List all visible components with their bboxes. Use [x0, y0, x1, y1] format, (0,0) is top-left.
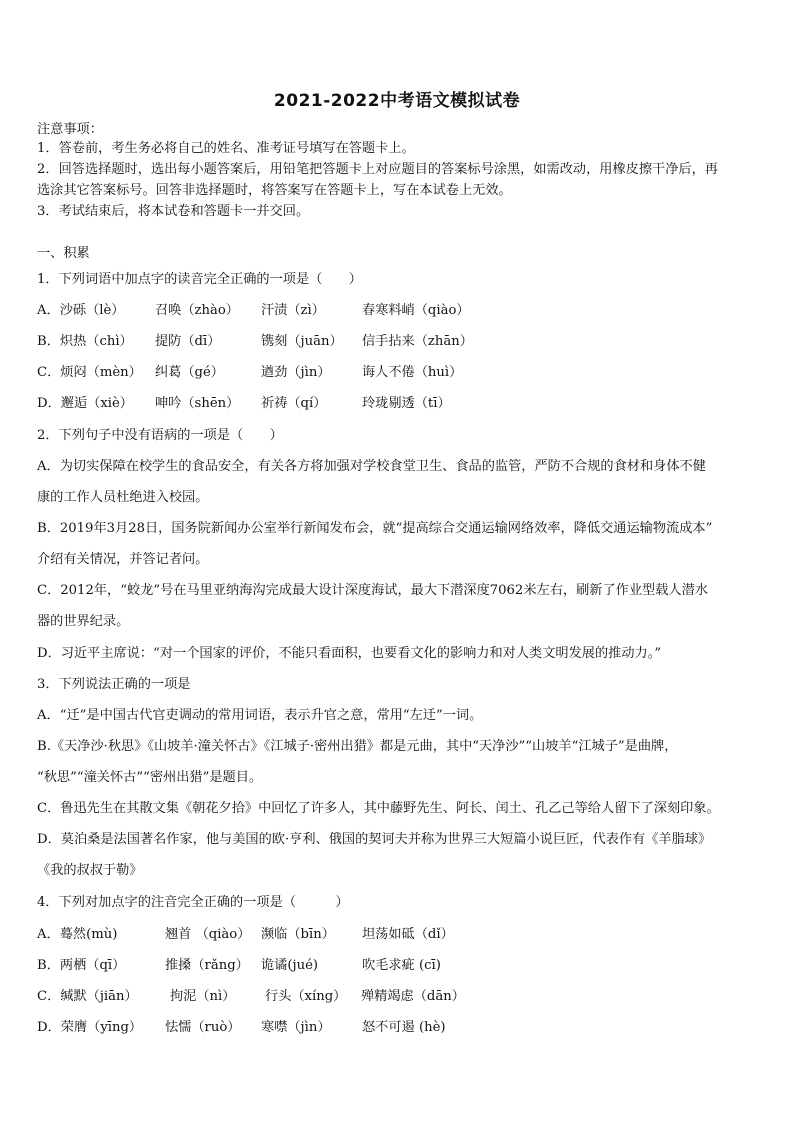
option-text: 祈祷（qí） — [261, 396, 327, 411]
option-text: 遒劲（jìn） — [261, 365, 331, 380]
option-text: 吹毛求疵 (cī) — [362, 958, 441, 973]
option-text: B．两栖（qī） — [37, 958, 126, 973]
q2-line: B．2019年3月28日，国务院新闻办公室举行新闻发布会，就“提高综合交通运输网络效率，降低交通运输物流成本” — [37, 521, 713, 536]
option-text: D．荣膺（yīng） — [37, 1020, 143, 1035]
section-heading: 一、积累 — [37, 246, 90, 261]
option-text: C．烦闷（mèn） — [37, 365, 142, 380]
notice-line: 2．回答选择题时，选出每小题答案后，用铅笔把答题卡上对应题目的答案标号涂黑，如需改动，用橡皮擦干净后，再 — [37, 162, 718, 177]
q3-line: A．“迁”是中国古代官吏调动的常用词语，表示升官之意，常用“左迁”一词。 — [37, 708, 483, 723]
option-text: C．缄默（jiān） — [37, 989, 138, 1004]
q2-line: D．习近平主席说：“对一个国家的评价，不能只看面积，也要看文化的影响力和对人类文明发展的推动力。” — [37, 646, 662, 661]
option-text: 拘泥（nì） — [170, 989, 236, 1004]
q2-line: C．2012年，“蛟龙”号在马里亚纳海沟完成最大设计深度海试，最大下潜深度7062米左右，刷新了作业型载人潜水 — [37, 583, 708, 598]
option-text: 镌刻（juān） — [261, 334, 343, 349]
option-text: 殚精竭虑（dān） — [361, 989, 465, 1004]
option-text: B．炽热（chì） — [37, 334, 133, 349]
option-text: A．蓦然(mù) — [37, 927, 118, 942]
q2-line: A．为切实保障在校学生的食品安全，有关各方将加强对学校食堂卫生、食品的监管，严防不合规的食材和身体不健 — [37, 459, 706, 474]
option-text: 坦荡如砥（dǐ） — [362, 927, 454, 942]
option-text: D．邂逅（xiè） — [37, 396, 133, 411]
q3-line: B.《天净沙·秋思》《山坡羊·潼关怀古》《江城子·密州出猎》都是元曲，其中“天净沙”“山坡羊“江城子”是曲牌， — [37, 739, 678, 754]
q3-line: D．莫泊桑是法国著名作家，他与美国的欧·亨利、俄国的契诃夫并称为世界三大短篇小说巨匠，代表作有《羊脂球》 — [37, 832, 712, 847]
option-text: 行头（xíng） — [265, 989, 347, 1004]
option-text: 怯懦（ruò） — [165, 1020, 241, 1035]
question-stem-2: 2．下列句子中没有语病的一项是（ ） — [37, 428, 283, 443]
q2-line: 器的世界纪录。 — [37, 614, 130, 629]
q2-line: 康的工作人员杜绝进入校园。 — [37, 490, 209, 505]
option-text: 怒不可遏 (hè) — [362, 1020, 446, 1035]
notice-heading: 注意事项： — [37, 122, 103, 137]
q3-line: C．鲁迅先生在其散文集《朝花夕拾》中回忆了许多人，其中藤野先生、阿长、闰土、孔乙己等给人留下了深刻印象。 — [37, 801, 720, 816]
option-text: 寒噤（jìn） — [261, 1020, 331, 1035]
option-text: 诡谲(jué) — [261, 958, 319, 973]
q3-line: 《我的叔叔于勒》 — [37, 863, 143, 878]
notice-line: 1．答卷前，考生务必将自己的姓名、准考证号填写在答题卡上。 — [37, 141, 415, 156]
q3-line: “秋思”“潼关怀古”“密州出猎”是题目。 — [37, 770, 263, 785]
option-text: 春寒料峭（qiào） — [362, 303, 470, 318]
option-text: 信手拈来（zhān） — [362, 334, 473, 349]
option-text: 纠葛（gé） — [155, 365, 224, 380]
option-text: 玲珑剔透（tī） — [362, 396, 451, 411]
option-text: 翘首 （qiào） — [165, 927, 251, 942]
option-text: 濒临（bīn） — [261, 927, 335, 942]
option-text: 提防（dī） — [155, 334, 221, 349]
notice-line: 选涂其它答案标号。回答非选择题时，将答案写在答题卡上，写在本试卷上无效。 — [37, 183, 512, 198]
notice-line: 3．考试结束后，将本试卷和答题卡一并交回。 — [37, 204, 310, 219]
option-text: 召唤（zhào） — [155, 303, 239, 318]
option-text: A．沙砾（lè） — [37, 303, 125, 318]
option-text: 呻吟（shēn） — [155, 396, 240, 411]
question-stem-4: 4．下列对加点字的注音完全正确的一项是（ ） — [37, 895, 349, 910]
question-stem-3: 3．下列说法正确的一项是 — [37, 677, 191, 692]
option-text: 汗渍（zì） — [261, 303, 325, 318]
option-text: 推搡（rǎng） — [165, 958, 249, 973]
question-stem-1: 1．下列词语中加点字的读音完全正确的一项是（ ） — [37, 272, 362, 287]
option-text: 诲人不倦（huì） — [362, 365, 463, 380]
q2-line: 介绍有关情况，并答记者问。 — [37, 552, 209, 567]
page-title: 2021-2022中考语文模拟试卷 — [273, 91, 521, 111]
